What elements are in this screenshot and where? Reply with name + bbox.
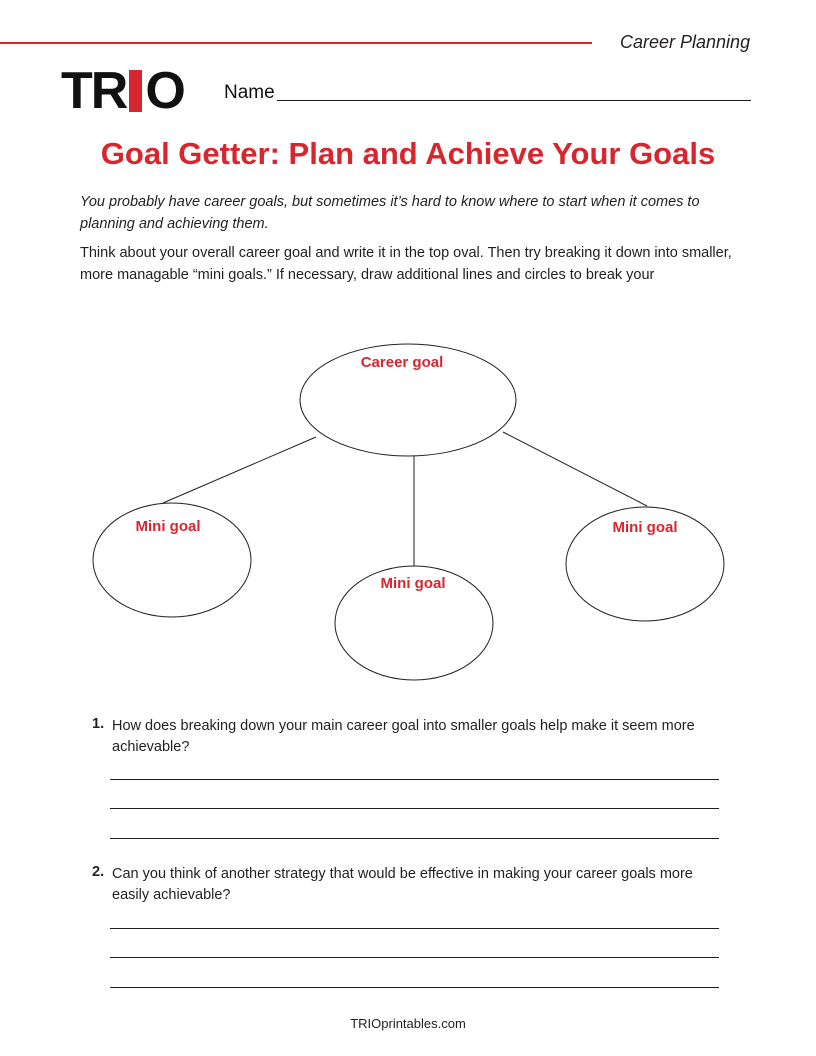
trio-logo: [61, 62, 184, 120]
header-rule: [0, 42, 592, 44]
answer-line[interactable]: [110, 987, 719, 988]
answer-line[interactable]: [110, 779, 719, 780]
name-write-line[interactable]: [277, 100, 751, 101]
question-2-number: 2.: [92, 864, 105, 880]
intro-text: You probably have career goals, but sometimes it’s hard to know where to start when it comes to planning and achieving them.: [80, 194, 700, 232]
question-1-number: 1.: [92, 716, 105, 732]
question-2-text: Can you think of another strategy that would be effective in making your career goals more easily achievable?: [112, 866, 693, 903]
logo-red-bar: [129, 70, 142, 112]
connector-right: [503, 432, 647, 506]
section-label: Career Planning: [620, 32, 751, 52]
goal-diagram: [0, 330, 816, 690]
footer-website: TRIOprintables.com: [350, 1016, 466, 1031]
page-title: Goal Getter: Plan and Achieve Your Goals: [100, 136, 716, 171]
logo-letters-right: O: [145, 62, 184, 120]
mini-goal-label-right: Mini goal: [612, 519, 678, 536]
answer-line[interactable]: [110, 928, 719, 929]
career-goal-label: Career goal: [360, 354, 444, 371]
mini-goal-label-center: Mini goal: [380, 575, 446, 592]
mini-goal-label-left: Mini goal: [135, 518, 201, 535]
answer-line[interactable]: [110, 838, 719, 839]
name-label: Name: [224, 82, 275, 103]
logo-letters-left: TR: [61, 62, 127, 120]
answer-line[interactable]: [110, 808, 719, 809]
answer-line[interactable]: [110, 957, 719, 958]
instructions-text: Think about your overall career goal and write it in the top oval. Then try breaking it down into smaller, more managable “mini goals.” If necessary, draw additional lines and circles to break your: [80, 245, 732, 283]
connector-left: [163, 437, 316, 503]
question-1-text: How does breaking down your main career goal into smaller goals help make it seem more achievable?: [112, 718, 695, 755]
